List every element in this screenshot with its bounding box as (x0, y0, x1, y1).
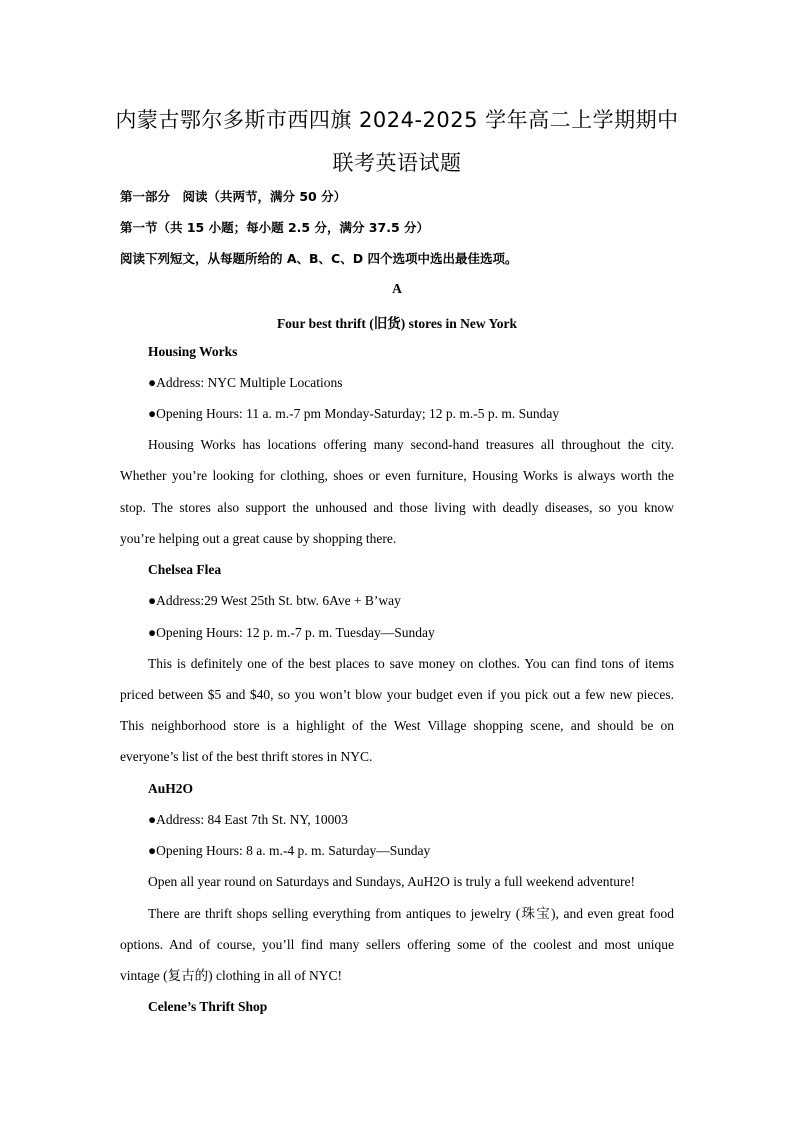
paragraph-line: Housing Works has locations offering many second-hand treasures all throughout the city. (148, 437, 674, 452)
paragraph-line: Whether you’re looking for clothing, shoes or even furniture, Housing Works is always worth the (120, 468, 674, 483)
store-name: Chelsea Flea (148, 562, 222, 577)
section-heading: 第一节（共 15 小题；每小题 2.5 分，满分 37.5 分） (120, 220, 429, 235)
store-address: ●Address: 84 East 7th St. NY, 10003 (148, 812, 348, 827)
passage-letter: A (392, 281, 402, 296)
paragraph-line: This is definitely one of the best places to save money on clothes. You can find tons of items (148, 656, 674, 671)
store-hours: ●Opening Hours: 8 a. m.-4 p. m. Saturday—Sunday (148, 843, 431, 858)
paragraph-line: Open all year round on Saturdays and Sundays, AuH2O is truly a full weekend adventure! (148, 874, 636, 889)
paragraph-line: priced between $5 and $40, so you won’t blow your budget even if you pick out a few new pieces. (120, 687, 674, 702)
document-title-line-2: 联考英语试题 (332, 151, 462, 175)
store-address: ●Address:29 West 25th St. btw. 6Ave + B’way (148, 593, 401, 608)
store-name: AuH2O (148, 781, 194, 796)
paragraph-line: you’re helping out a great cause by shopping there. (120, 531, 397, 546)
paragraph-line: options. And of course, you’ll find many sellers offering some of the coolest and most unique (120, 937, 674, 952)
document-title-line-1: 内蒙古鄂尔多斯市西四旗 2024-2025 学年高二上学期期中 (115, 108, 679, 132)
paragraph-line: This neighborhood store is a highlight of the West Village shopping scene, and should be on (120, 718, 674, 733)
part-heading: 第一部分 阅读（共两节，满分 50 分） (120, 189, 347, 204)
store-address: ●Address: NYC Multiple Locations (148, 375, 343, 390)
store-hours: ●Opening Hours: 12 p. m.-7 p. m. Tuesday—Sunday (148, 625, 435, 640)
store-name: Housing Works (148, 344, 238, 359)
paragraph-line: stop. The stores also support the unhoused and those living with deadly diseases, so you know (120, 500, 674, 515)
store-name: Celene’s Thrift Shop (148, 999, 268, 1014)
passage-title: Four best thrift (旧货) stores in New York (276, 316, 518, 331)
store-hours: ●Opening Hours: 11 a. m.-7 pm Monday-Saturday; 12 p. m.-5 p. m. Sunday (148, 406, 560, 421)
paragraph-line: There are thrift shops selling everything from antiques to jewelry (珠宝), and even great food (148, 906, 674, 921)
paragraph-line: vintage (复古的) clothing in all of NYC! (120, 968, 342, 983)
instruction-text: 阅读下列短文，从每题所给的 A、B、C、D 四个选项中选出最佳选项。 (120, 251, 518, 266)
paragraph-line: everyone’s list of the best thrift stores in NYC. (120, 749, 373, 764)
